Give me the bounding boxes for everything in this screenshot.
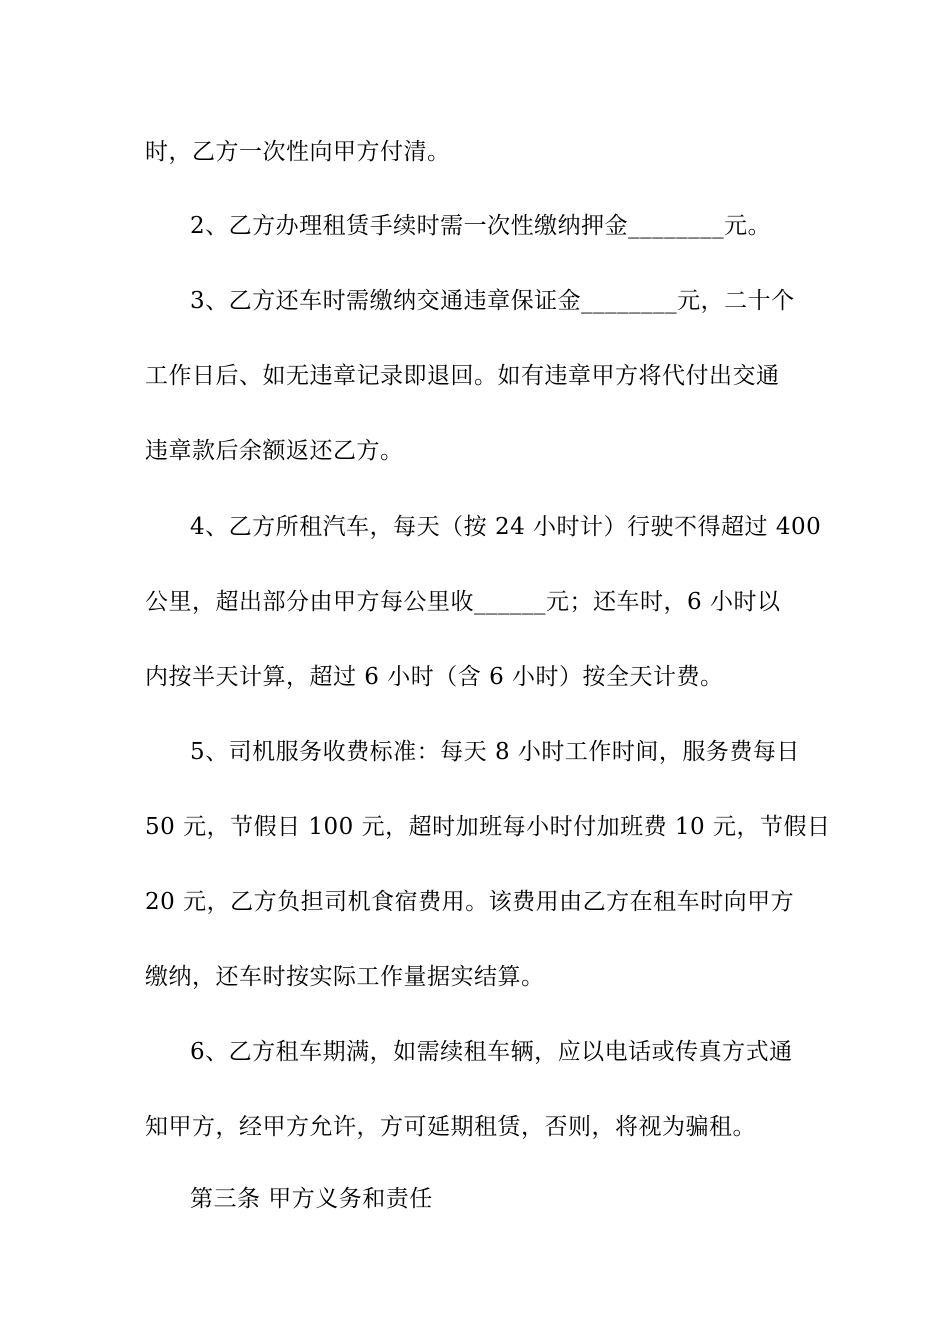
section-heading: 第三条 甲方义务和责任 xyxy=(190,1186,433,1212)
text-line-12: 缴纳，还车时按实际工作量据实结算。 xyxy=(145,964,545,990)
text-line-3: 3、乙方还车时需缴纳交通违章保证金________元，二十个 xyxy=(190,288,795,314)
text-line-10: 50 元，节假日 100 元，超时加班每小时付加班费 10 元，节假日 xyxy=(145,814,831,840)
text-line-8: 内按半天计算，超过 6 小时（含 6 小时）按全天计费。 xyxy=(145,664,724,690)
text-line-14: 知甲方，经甲方允许，方可延期租赁，否则，将视为骗租。 xyxy=(145,1114,756,1140)
text-line-2: 2、乙方办理租赁手续时需一次性缴纳押金________元。 xyxy=(190,213,772,239)
text-line-5: 违章款后余额返还乙方。 xyxy=(145,438,404,464)
text-line-7: 公里，超出部分由甲方每公里收______元；还车时，6 小时以 xyxy=(145,589,781,615)
text-line-1: 时，乙方一次性向甲方付清。 xyxy=(145,139,451,165)
text-line-9: 5、司机服务收费标准：每天 8 小时工作时间，服务费每日 xyxy=(190,739,800,765)
text-line-13: 6、乙方租车期满，如需续租车辆，应以电话或传真方式通 xyxy=(190,1039,793,1065)
text-line-4: 工作日后、如无违章记录即退回。如有违章甲方将代付出交通 xyxy=(145,363,780,389)
text-line-11: 20 元，乙方负担司机食宿费用。该费用由乙方在租车时向甲方 xyxy=(145,889,795,915)
text-line-6: 4、乙方所租汽车，每天（按 24 小时计）行驶不得超过 400 xyxy=(190,514,822,540)
